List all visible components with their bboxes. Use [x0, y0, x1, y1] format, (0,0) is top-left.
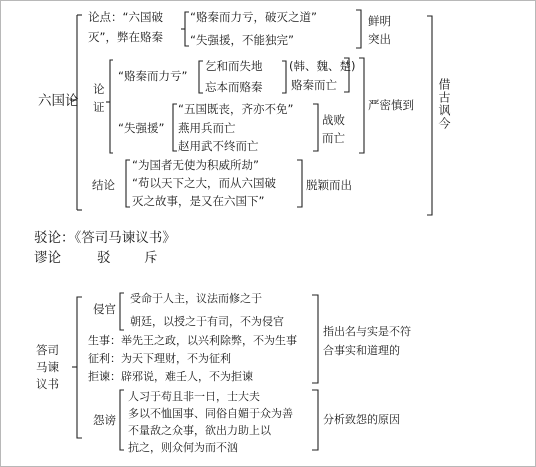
bracket-summary-1	[312, 295, 318, 383]
thesis-label	[88, 10, 163, 24]
proof-label-1: 论	[93, 82, 105, 96]
rebuttal-sub-2: 驳	[97, 250, 111, 266]
thesis-branch-2: “失强援，不能独完”	[190, 33, 294, 47]
trouble-text: 生事：举先王之政，以兴利除弊，不为生事	[88, 334, 297, 347]
proof-label-2: 证	[93, 100, 105, 114]
war-result-2: 而亡	[322, 131, 345, 145]
summary-2: 合事实和道理的	[323, 344, 400, 357]
bracket-bribe	[199, 61, 203, 93]
bribe-label: “赂秦而力亏”	[118, 69, 188, 83]
bracket-root-bottom	[77, 297, 82, 438]
bracket-thesis	[185, 12, 189, 46]
bribe-item-2: 忘本而赂秦	[205, 80, 263, 94]
encroach-text-2: 朝廷，以授之于有司，不为侵官	[130, 315, 284, 328]
conclusion-1: “为国者无使为积威所劫”	[132, 158, 259, 172]
summary-1: 指出名与实是不符	[323, 325, 411, 338]
bracket-summary-2	[312, 390, 318, 450]
bracket-conclusion-right	[297, 160, 302, 207]
ally-item-1: “五国既丧，齐亦不免”	[178, 102, 294, 116]
states-label: (韩、魏、楚)	[289, 59, 356, 73]
conclusion-3: 灭之故事，是又在六国下”	[132, 194, 265, 208]
bracket-bribe-right	[282, 61, 286, 93]
bracket-proof-summary	[359, 58, 364, 153]
side-label: 借古讽今	[437, 78, 451, 130]
profit-text: 征利：为天下理财，不为征利	[88, 352, 231, 365]
thesis-branch-1: “赂秦而力亏，破灭之道”	[190, 10, 317, 24]
encroach-label: 侵官	[93, 302, 116, 316]
conclusion-summary: 脱颖而出	[306, 178, 352, 192]
ally-item-3: 赵用武不终而亡	[178, 139, 259, 153]
bracket-side	[427, 16, 432, 215]
root-six-states: 六国论	[38, 93, 79, 109]
root-reply-letter: 答司马谏议书	[36, 343, 59, 391]
resent-text-1: 人习于苟且非一日，士大夫	[128, 390, 260, 403]
thesis-summary-2: 突出	[368, 32, 391, 46]
bracket-thesis-summary	[356, 10, 361, 48]
resent-text-2: 多以不恤国事、同俗自媚于众为善	[128, 407, 293, 420]
bracket-ally	[173, 104, 177, 151]
bracket-resent	[120, 390, 124, 450]
ally-label: “失强援”	[118, 121, 165, 135]
resent-text-4: 抗之，则众何为而不汹	[128, 441, 238, 454]
rebuttal-title: 驳论：《答司马谏议书》	[34, 230, 176, 246]
summary-3: 分析致怨的原因	[323, 413, 400, 426]
bracket-ally-right	[313, 104, 318, 151]
rebuttal-sub-3: 斥	[144, 250, 158, 266]
bracket-encroach	[120, 293, 124, 330]
proof-summary: 严密慎到	[368, 98, 414, 112]
states-result: 赂秦而亡	[291, 78, 337, 92]
thesis-label-text: 论点	[88, 10, 111, 24]
thesis-text-1: ：“六国破	[111, 10, 163, 24]
ally-item-2: 燕用兵而亡	[178, 121, 236, 135]
conclusion-2: “苟以天下之大，而从六国破	[132, 176, 276, 190]
conclusion-label: 结论	[92, 178, 115, 192]
resent-label: 怨谤	[93, 413, 116, 427]
bracket-proof	[110, 60, 113, 153]
encroach-text-1: 受命于人主，议法而修之于	[130, 292, 262, 305]
thesis-summary-1: 鲜明	[368, 14, 391, 28]
bracket-conclusion	[126, 160, 130, 207]
rebuttal-sub-1: 谬论	[34, 250, 61, 266]
bribe-item-1: 乞和而失地	[205, 59, 263, 73]
resent-text-3: 不量敌之众事，欲出力助上以	[128, 424, 271, 437]
war-result-1: 战败	[322, 113, 345, 127]
thesis-text-2: 灭”，弊在赂秦	[88, 30, 163, 44]
reject-text: 拒谏：辟邪说，难壬人，不为拒谏	[88, 370, 253, 383]
